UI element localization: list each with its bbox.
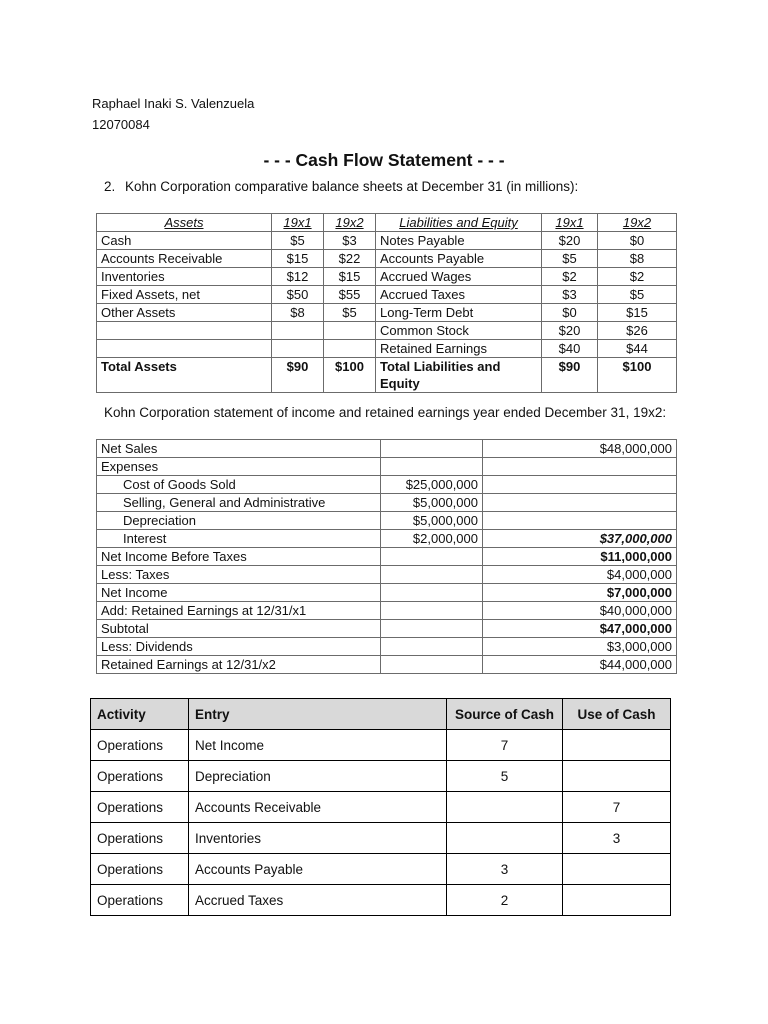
- author-name: Raphael Inaki S. Valenzuela: [92, 96, 255, 111]
- liability-19x2: $26: [598, 322, 677, 340]
- question-heading: [104, 179, 578, 194]
- table-row: [97, 584, 677, 602]
- summary-label: Subtotal: [97, 620, 381, 638]
- source-cell: [447, 823, 563, 854]
- total-assets-19x2: $100: [324, 358, 376, 393]
- asset-label: Fixed Assets, net: [97, 286, 272, 304]
- expense-label: Interest: [97, 530, 381, 548]
- liability-19x1: $3: [542, 286, 598, 304]
- asset-label: [97, 340, 272, 358]
- balance-header-cell: 19x2: [598, 214, 677, 232]
- asset-19x2: [324, 340, 376, 358]
- cash-flow-header-cell: Entry: [189, 699, 447, 730]
- balance-header-cell: Liabilities and Equity: [376, 214, 542, 232]
- use-cell: [563, 730, 671, 761]
- use-cell: [563, 761, 671, 792]
- table-row: [91, 885, 671, 916]
- use-cell: [563, 885, 671, 916]
- cash-flow-header-cell: Source of Cash: [447, 699, 563, 730]
- liability-19x1: $0: [542, 304, 598, 322]
- question-text: Kohn Corporation comparative balance sheets at December 31 (in millions):: [125, 179, 579, 194]
- table-row: [97, 322, 677, 340]
- expense-amount: $5,000,000: [381, 512, 483, 530]
- income-statement-table: [96, 439, 677, 674]
- activity-cell: Operations: [91, 823, 189, 854]
- summary-label: Less: Taxes: [97, 566, 381, 584]
- expenses-label: Expenses: [97, 458, 381, 476]
- activity-cell: Operations: [91, 885, 189, 916]
- table-row: [97, 512, 677, 530]
- liability-19x2: $5: [598, 286, 677, 304]
- empty-cell: [381, 656, 483, 674]
- table-row: [91, 792, 671, 823]
- summary-label: Net Income Before Taxes: [97, 548, 381, 566]
- asset-19x1: [272, 322, 324, 340]
- table-row: [97, 286, 677, 304]
- asset-19x2: $3: [324, 232, 376, 250]
- entry-cell: Inventories: [189, 823, 447, 854]
- asset-19x1: $8: [272, 304, 324, 322]
- asset-19x1: $12: [272, 268, 324, 286]
- table-row: [97, 494, 677, 512]
- table-row: [97, 304, 677, 322]
- liability-label: Retained Earnings: [376, 340, 542, 358]
- expense-label: Depreciation: [97, 512, 381, 530]
- asset-19x2: $22: [324, 250, 376, 268]
- table-row: [91, 823, 671, 854]
- balance-header-cell: Assets: [97, 214, 272, 232]
- source-cell: 2: [447, 885, 563, 916]
- table-row: [97, 340, 677, 358]
- empty-cell: [483, 494, 677, 512]
- empty-cell: [381, 548, 483, 566]
- balance-sheet-table: [96, 213, 677, 393]
- summary-amount: $47,000,000: [483, 620, 677, 638]
- empty-cell: [381, 440, 483, 458]
- total-liabilities-label: Total Liabilities and Equity: [376, 358, 542, 393]
- use-cell: 3: [563, 823, 671, 854]
- source-cell: [447, 792, 563, 823]
- balance-header-cell: 19x2: [324, 214, 376, 232]
- expense-label: Cost of Goods Sold: [97, 476, 381, 494]
- liability-label: Long-Term Debt: [376, 304, 542, 322]
- cash-flow-table: [90, 698, 671, 916]
- summary-amount: $3,000,000: [483, 638, 677, 656]
- liability-label: Accounts Payable: [376, 250, 542, 268]
- activity-cell: Operations: [91, 792, 189, 823]
- expense-amount: $25,000,000: [381, 476, 483, 494]
- table-row: [97, 566, 677, 584]
- table-row: [97, 602, 677, 620]
- empty-cell: [381, 620, 483, 638]
- table-row: [91, 854, 671, 885]
- total-liabilities-19x2: $100: [598, 358, 677, 393]
- cash-flow-header-row: [91, 699, 671, 730]
- asset-19x1: $15: [272, 250, 324, 268]
- liability-19x1: $40: [542, 340, 598, 358]
- asset-19x2: $55: [324, 286, 376, 304]
- summary-label: Net Income: [97, 584, 381, 602]
- liability-label: Accrued Wages: [376, 268, 542, 286]
- liability-label: Common Stock: [376, 322, 542, 340]
- liability-19x1: $20: [542, 232, 598, 250]
- summary-amount: $4,000,000: [483, 566, 677, 584]
- page-title: - - - Cash Flow Statement - - -: [263, 150, 505, 170]
- table-row: [97, 250, 677, 268]
- entry-cell: Accounts Receivable: [189, 792, 447, 823]
- summary-label: Less: Dividends: [97, 638, 381, 656]
- asset-19x2: $15: [324, 268, 376, 286]
- liability-19x2: $8: [598, 250, 677, 268]
- cash-flow-header-cell: Use of Cash: [563, 699, 671, 730]
- liability-19x1: $2: [542, 268, 598, 286]
- table-row: [91, 761, 671, 792]
- empty-cell: [381, 566, 483, 584]
- liability-19x1: $20: [542, 322, 598, 340]
- asset-label: Other Assets: [97, 304, 272, 322]
- activity-cell: Operations: [91, 730, 189, 761]
- table-row: [97, 530, 677, 548]
- expense-amount: $5,000,000: [381, 494, 483, 512]
- total-expenses: $37,000,000: [483, 530, 677, 548]
- entry-cell: Net Income: [189, 730, 447, 761]
- asset-19x1: $5: [272, 232, 324, 250]
- expense-label: Selling, General and Administrative: [97, 494, 381, 512]
- table-row: [97, 458, 677, 476]
- asset-19x1: [272, 340, 324, 358]
- summary-label: Retained Earnings at 12/31/x2: [97, 656, 381, 674]
- asset-label: Cash: [97, 232, 272, 250]
- table-row: [97, 476, 677, 494]
- activity-cell: Operations: [91, 761, 189, 792]
- source-cell: 7: [447, 730, 563, 761]
- table-row: [97, 620, 677, 638]
- empty-cell: [483, 476, 677, 494]
- total-liabilities-19x1: $90: [542, 358, 598, 393]
- table-row: [97, 656, 677, 674]
- empty-cell: [381, 458, 483, 476]
- balance-header-cell: 19x1: [272, 214, 324, 232]
- liability-19x2: $44: [598, 340, 677, 358]
- summary-amount: $44,000,000: [483, 656, 677, 674]
- total-assets-label: Total Assets: [97, 358, 272, 393]
- summary-amount: $7,000,000: [483, 584, 677, 602]
- balance-header-cell: 19x1: [542, 214, 598, 232]
- asset-label: [97, 322, 272, 340]
- entry-cell: Accounts Payable: [189, 854, 447, 885]
- empty-cell: [483, 512, 677, 530]
- entry-cell: Accrued Taxes: [189, 885, 447, 916]
- expense-amount: $2,000,000: [381, 530, 483, 548]
- asset-19x2: [324, 322, 376, 340]
- asset-label: Inventories: [97, 268, 272, 286]
- liability-19x2: $15: [598, 304, 677, 322]
- empty-cell: [483, 458, 677, 476]
- asset-label: Accounts Receivable: [97, 250, 272, 268]
- liability-19x2: $2: [598, 268, 677, 286]
- source-cell: 5: [447, 761, 563, 792]
- liability-label: Accrued Taxes: [376, 286, 542, 304]
- net-sales-label: Net Sales: [97, 440, 381, 458]
- empty-cell: [381, 602, 483, 620]
- table-row: [97, 440, 677, 458]
- use-cell: 7: [563, 792, 671, 823]
- balance-sheet-header-row: [97, 214, 677, 232]
- question-number: 2.: [104, 179, 116, 194]
- author-id: 12070084: [92, 117, 150, 132]
- empty-cell: [381, 638, 483, 656]
- table-row: [97, 638, 677, 656]
- summary-amount: $11,000,000: [483, 548, 677, 566]
- total-assets-19x1: $90: [272, 358, 324, 393]
- income-statement-heading: Kohn Corporation statement of income and retained earnings year ended December 31, 19x2:: [104, 405, 667, 420]
- net-sales-total: $48,000,000: [483, 440, 677, 458]
- use-cell: [563, 854, 671, 885]
- activity-cell: Operations: [91, 854, 189, 885]
- balance-total-row: [97, 358, 677, 393]
- table-row: [97, 548, 677, 566]
- table-row: [97, 268, 677, 286]
- summary-amount: $40,000,000: [483, 602, 677, 620]
- summary-label: Add: Retained Earnings at 12/31/x1: [97, 602, 381, 620]
- empty-cell: [381, 584, 483, 602]
- table-row: [97, 232, 677, 250]
- asset-19x1: $50: [272, 286, 324, 304]
- entry-cell: Depreciation: [189, 761, 447, 792]
- liability-19x1: $5: [542, 250, 598, 268]
- cash-flow-header-cell: Activity: [91, 699, 189, 730]
- source-cell: 3: [447, 854, 563, 885]
- author-block: [92, 93, 254, 135]
- asset-19x2: $5: [324, 304, 376, 322]
- liability-19x2: $0: [598, 232, 677, 250]
- table-row: [91, 730, 671, 761]
- liability-label: Notes Payable: [376, 232, 542, 250]
